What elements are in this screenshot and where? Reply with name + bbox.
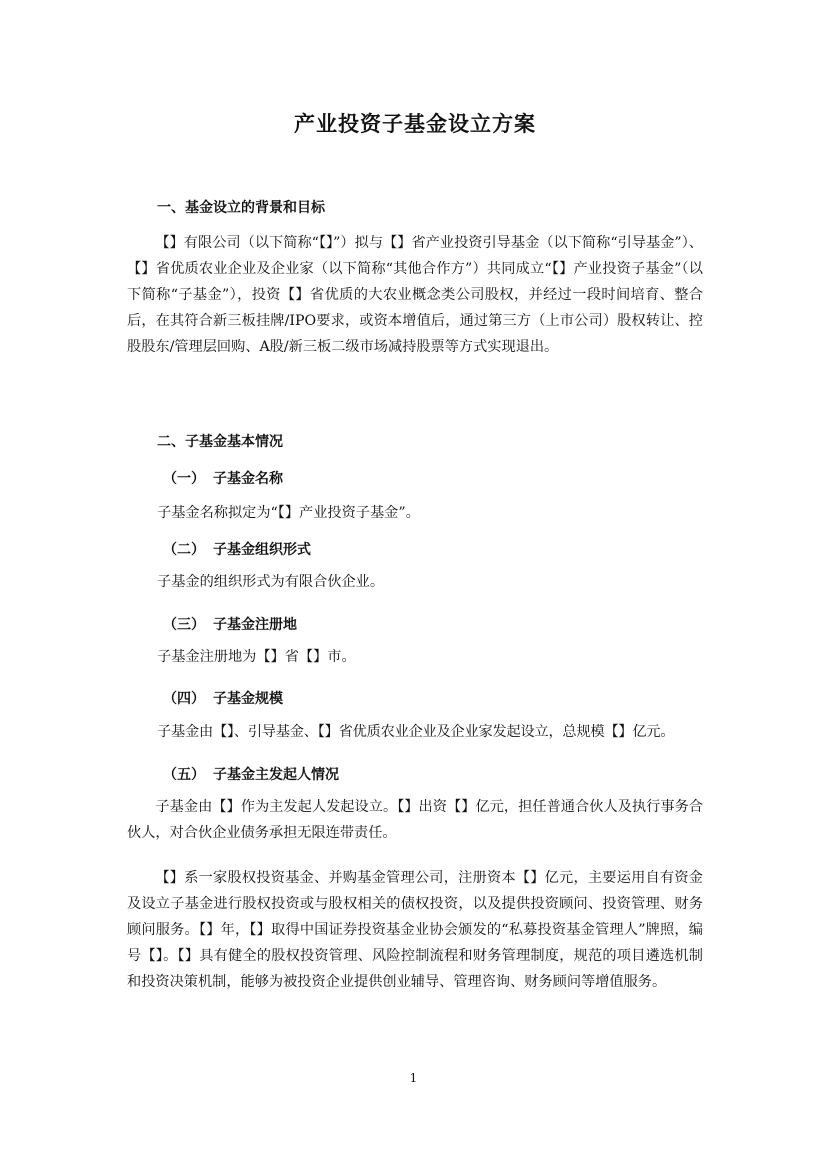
subsection-number: （五）: [163, 767, 205, 783]
subsection-number: （三）: [163, 617, 205, 633]
subsection-4-text: 子基金由【】、引导基金、【】省优质农业企业及企业家发起设立，总规模【】亿元。: [157, 724, 675, 740]
subsection-5-paragraph-2: 【】系一家股权投资基金、并购基金管理公司，注册资本【】亿元，主要运用自有资金及设立子基金进行股权投资或与股权相关的债权投资，以及提供投资顾问、投资管理、财务顾问服务。【】年，【】取得中国证券投资基金业协会颁发的“私募投资基金管理人”牌照，编号【】。【】具有健全的股权投资管理、风险控制流程和财务管理制度，规范的项目遴选机制和投资决策机制，能够为被投资企业提供创业辅导、管理咨询、财务顾问等增值服务。: [127, 870, 703, 990]
subsection-heading-5: [163, 764, 339, 784]
subsection-3-text: 子基金注册地为【】省【】市。: [157, 649, 356, 665]
subsection-number: （四）: [163, 691, 205, 707]
subsection-number: （一）: [163, 471, 205, 487]
document-title: 产业投资子基金设立方案: [294, 112, 536, 136]
section-heading-2: 二、子基金基本情况: [157, 434, 283, 450]
page-number: 1: [409, 1071, 418, 1085]
subsection-heading-1: [163, 468, 283, 488]
subsection-number: （二）: [163, 542, 205, 558]
subsection-heading-2: [163, 539, 311, 559]
subsection-title: 子基金注册地: [213, 617, 297, 633]
subsection-2-text: 子基金的组织形式为有限合伙企业。: [157, 574, 385, 590]
subsection-5-paragraph-1: 子基金由【】作为主发起人发起设立。【】出资【】亿元，担任普通合伙人及执行事务合伙人，对合伙企业债务承担无限连带责任。: [127, 799, 703, 841]
subsection-1-text: 子基金名称拟定为“【】产业投资子基金”。: [157, 505, 420, 521]
subsection-title: 子基金名称: [213, 471, 283, 487]
subsection-title: 子基金规模: [213, 691, 283, 707]
subsection-title: 子基金组织形式: [213, 542, 311, 558]
subsection-heading-4: [163, 688, 283, 708]
subsection-title: 子基金主发起人情况: [213, 767, 339, 783]
section-1-paragraph: 【】有限公司（以下简称“【】”）拟与【】省产业投资引导基金（以下简称“引导基金”）、【】省优质农业企业及企业家（以下简称“其他合作方”）共同成立“【】产业投资子基金”（以下简称“子基金”），投资【】省优质的大农业概念类公司股权，并经过一段时间培育、整合后，在其符合新三板挂牌/IPO要求，或资本增值后，通过第三方（上市公司）股权转让、控股股东/管理层回购、A股/新三板二级市场减持股票等方式实现退出。: [127, 235, 703, 355]
section-heading-1: 一、基金设立的背景和目标: [157, 200, 325, 216]
subsection-heading-3: [163, 614, 297, 634]
